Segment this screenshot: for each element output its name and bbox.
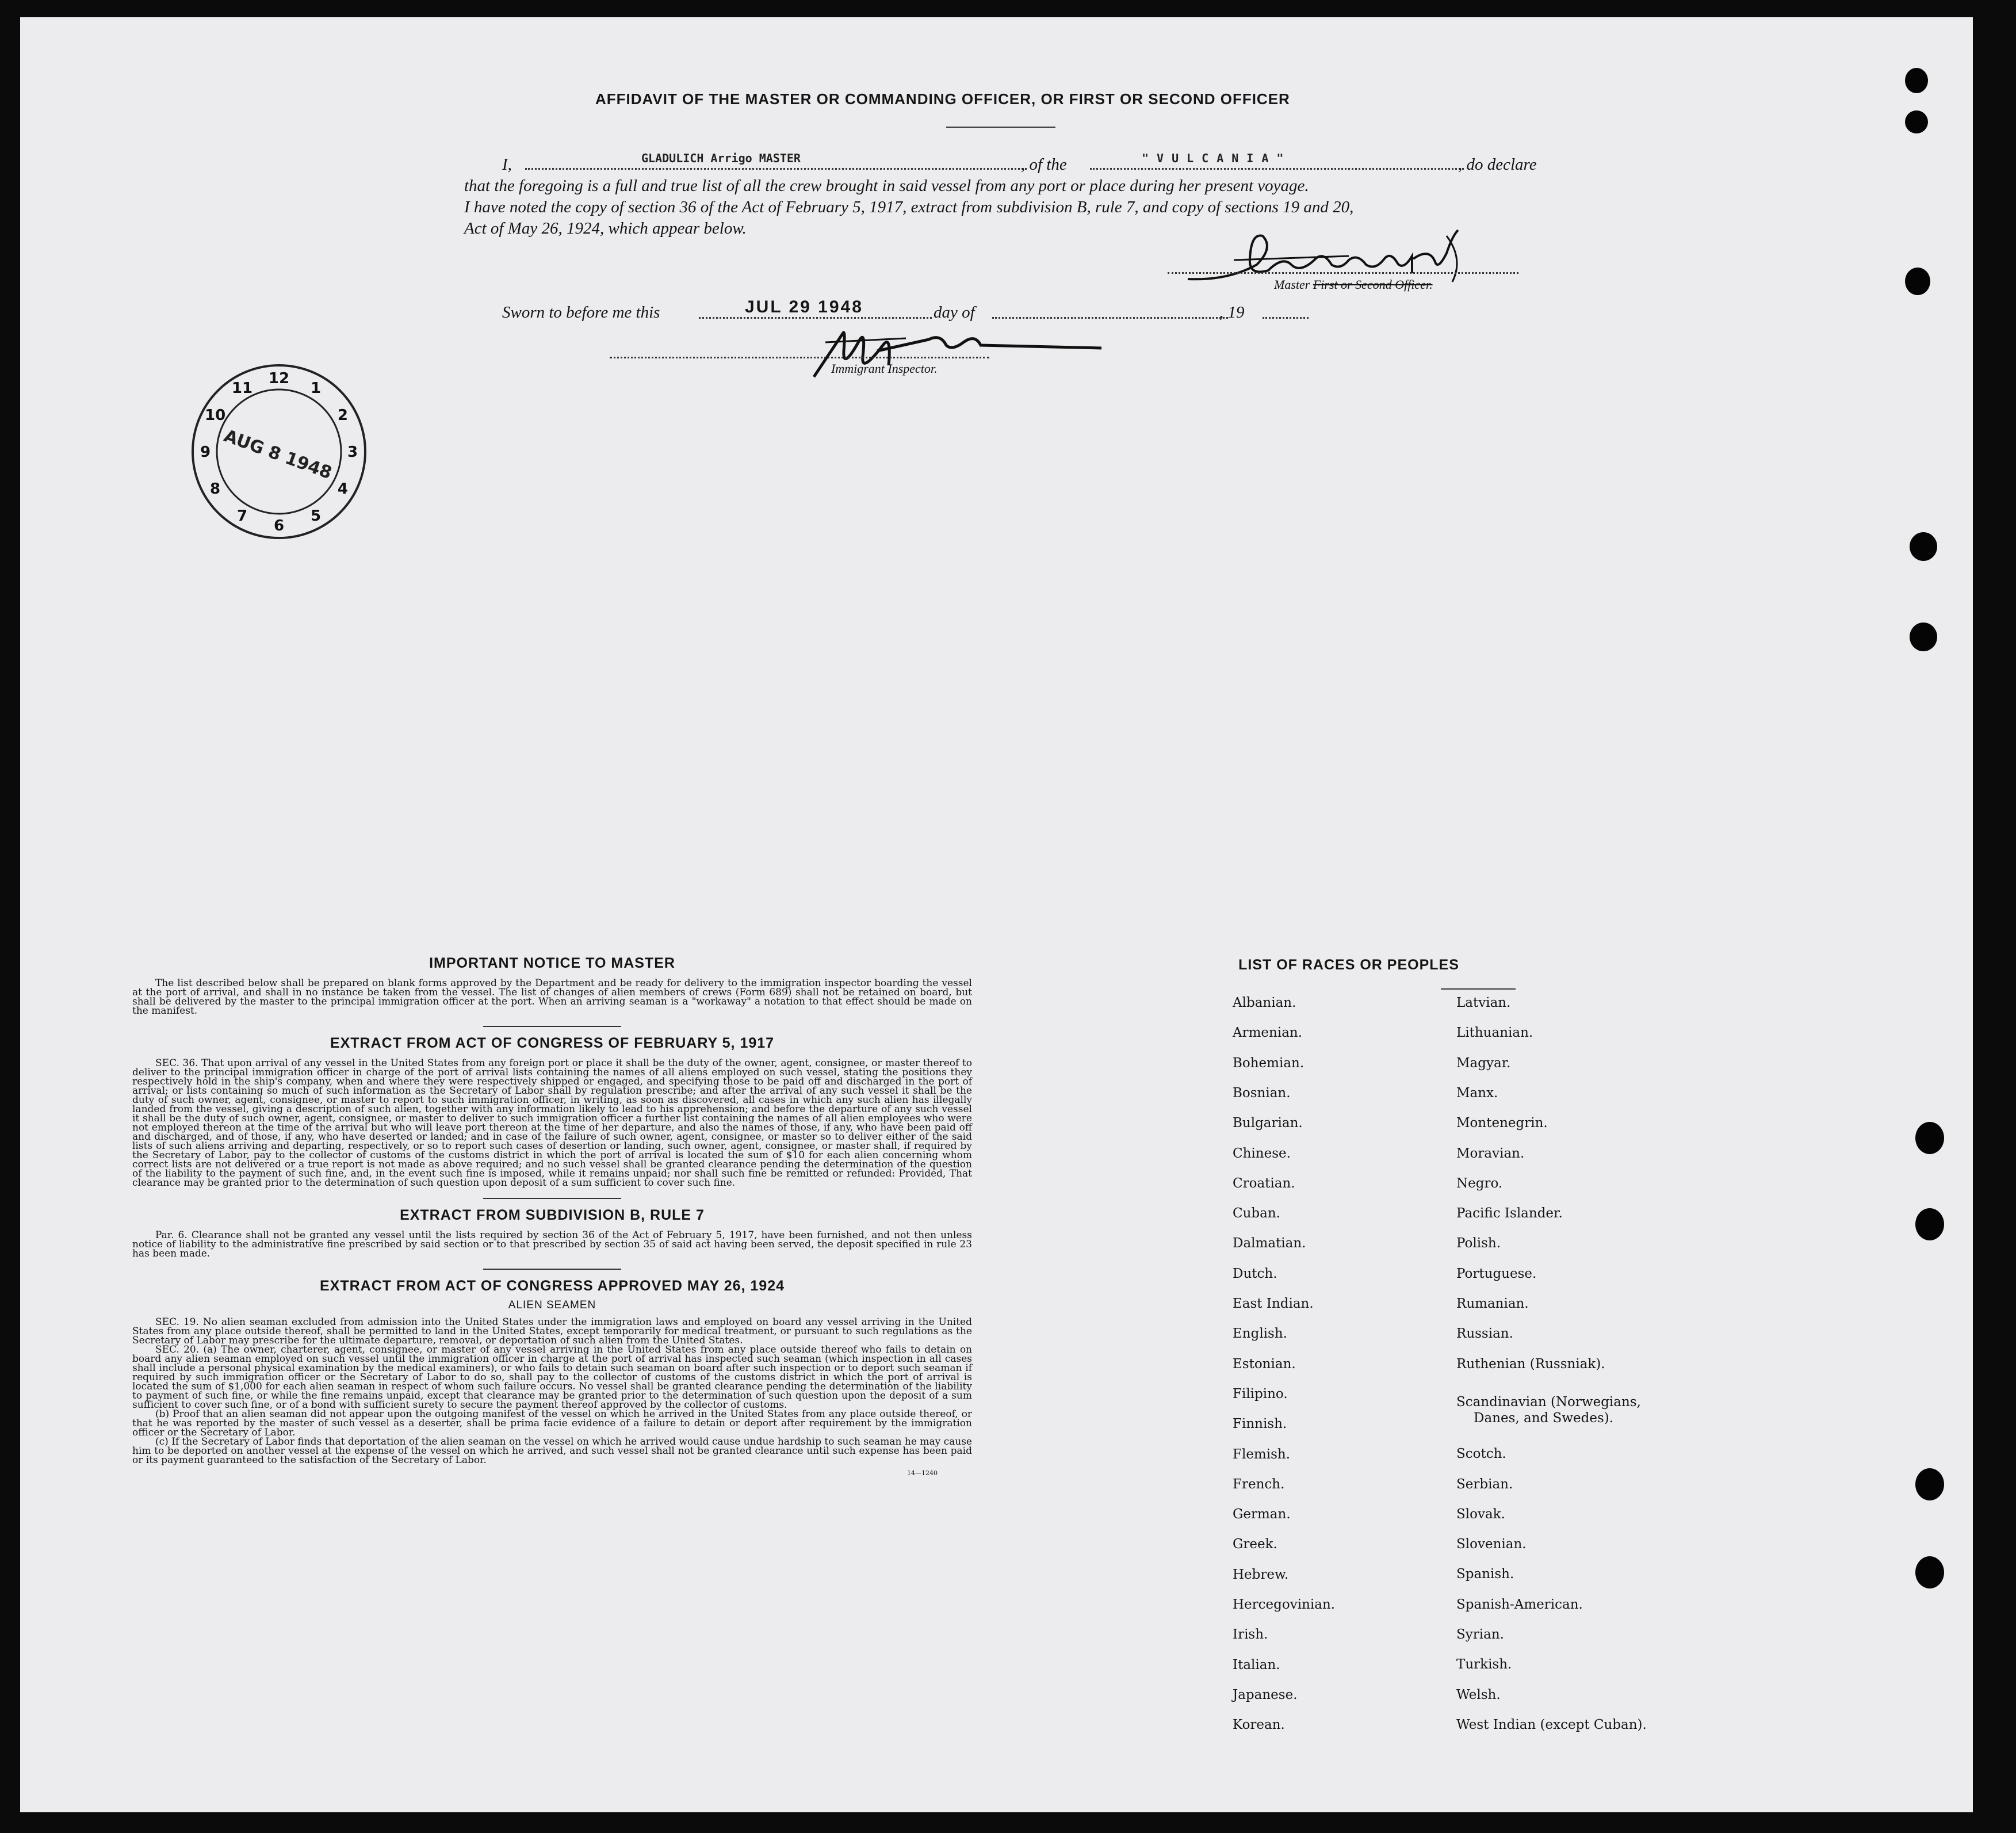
binder-hole bbox=[1910, 623, 1937, 651]
race-item: Manx. bbox=[1456, 1085, 1498, 1101]
stamp-hour: 10 bbox=[205, 407, 226, 424]
sworn-year-line bbox=[1263, 317, 1309, 319]
affidavit-line-2: that the foregoing is a full and true list of all the crew brought in said vessel from any port or place during her present voyage. bbox=[464, 177, 1309, 195]
race-item: Albanian. bbox=[1233, 995, 1296, 1010]
race-item: German. bbox=[1233, 1507, 1291, 1522]
race-item: Irish. bbox=[1233, 1627, 1268, 1643]
affidavit-do-declare: , do declare bbox=[1458, 155, 1537, 174]
race-item: Slovak. bbox=[1456, 1506, 1505, 1522]
sec-19-text: SEC. 19. No alien seaman excluded from admission into the United States under the immigration laws and employed on board any vessel arriving in the United States from any place outside thereof, shall be permitted to land in the United States, except temporarily for medical treatment, or pursuant to such regulations as the Secretary of Labor may prescribe for the ultimate departure, removal, or deportation of such alien from the United States. bbox=[132, 1316, 972, 1346]
race-item: Danes, and Swedes). bbox=[1474, 1410, 1614, 1426]
stamp-date: AUG 8 1948 bbox=[221, 426, 335, 484]
race-item: Welsh. bbox=[1456, 1687, 1501, 1702]
race-item: Flemish. bbox=[1233, 1446, 1291, 1462]
race-item: Estonian. bbox=[1233, 1356, 1296, 1372]
extract-1917-title: EXTRACT FROM ACT OF CONGRESS OF FEBRUARY 5, 1917 bbox=[330, 1035, 775, 1051]
race-item: Finnish. bbox=[1233, 1416, 1287, 1432]
race-item: Bohemian. bbox=[1233, 1055, 1305, 1071]
stamp-hour: 4 bbox=[337, 480, 348, 498]
affidavit-title: AFFIDAVIT OF THE MASTER OR COMMANDING OFFICER, OR FIRST OR SECOND OFFICER bbox=[595, 90, 1290, 108]
binder-hole bbox=[1905, 268, 1930, 295]
inspector-signature-line bbox=[610, 357, 989, 358]
race-item: French. bbox=[1233, 1476, 1285, 1492]
race-item: Spanish-American. bbox=[1456, 1597, 1583, 1612]
affidavit-of-the: , of the bbox=[1021, 155, 1067, 174]
races-title: LIST OF RACES OR PEOPLES bbox=[1238, 957, 1459, 973]
race-item: Bosnian. bbox=[1233, 1085, 1291, 1101]
notice-text: The list described below shall be prepared on blank forms approved by the Department and be ready for delivery to the immigration inspector boarding the vessel at the port of arrival, and shall in no instance be taken from the vessel. The list of changes of alien members of crews (Form 689) shall not be retained on board, but shall be delivered by the master to the principal immigration officer at the port. When an arriving seaman is a "workaway" a notation to that effect should be made on the manifest. bbox=[132, 977, 972, 1017]
race-item: Chinese. bbox=[1233, 1145, 1291, 1161]
alien-seamen-subtitle: ALIEN SEAMEN bbox=[508, 1299, 596, 1311]
stamp-hour: 11 bbox=[231, 380, 253, 398]
sworn-day-of: day of bbox=[934, 303, 975, 322]
extract-1924-title: EXTRACT FROM ACT OF CONGRESS APPROVED MAY 26, 1924 bbox=[319, 1278, 785, 1294]
race-item: Filipino. bbox=[1233, 1386, 1288, 1402]
sworn-year: , 19 bbox=[1219, 303, 1245, 322]
race-item: Cuban. bbox=[1233, 1206, 1280, 1221]
race-item: Hercegovinian. bbox=[1233, 1597, 1336, 1612]
race-item: Pacific Islander. bbox=[1456, 1206, 1563, 1221]
binder-hole bbox=[1910, 532, 1937, 561]
races-title-rule bbox=[1441, 988, 1516, 990]
sworn-date-stamp: JUL 29 1948 bbox=[745, 297, 863, 316]
master-caption bbox=[1274, 277, 1433, 292]
race-item: Serbian. bbox=[1456, 1476, 1513, 1492]
race-item: Korean. bbox=[1233, 1717, 1285, 1733]
inspector-caption: Immigrant Inspector. bbox=[831, 361, 938, 376]
race-item: Dalmatian. bbox=[1233, 1236, 1306, 1251]
officer-name-line bbox=[525, 168, 1027, 170]
race-item: Russian. bbox=[1456, 1326, 1513, 1342]
race-item: Magyar. bbox=[1456, 1055, 1511, 1071]
stamp-hour: 3 bbox=[347, 444, 358, 461]
subdivision-b-title: EXTRACT FROM SUBDIVISION B, RULE 7 bbox=[400, 1207, 705, 1223]
affidavit-i: I, bbox=[502, 155, 512, 174]
sec-20b-text: (b) Proof that an alien seaman did not appear upon the outgoing manifest of the vessel on which he arrived in the United States from any place outside thereof, or that he was reported by the master of such vessel as a deserter, shall be prima facie evidence of a failure to detain or deport after requirement by the immigration officer or the Secretary of Labor. bbox=[132, 1408, 972, 1438]
binder-hole bbox=[1915, 1208, 1944, 1240]
vessel-name: "VULCANIA" bbox=[1142, 151, 1292, 165]
race-item: Scotch. bbox=[1456, 1446, 1506, 1462]
race-item: Montenegrin. bbox=[1456, 1116, 1548, 1131]
race-item: Armenian. bbox=[1233, 1025, 1303, 1041]
race-item: Polish. bbox=[1456, 1236, 1501, 1251]
master-caption-label: Master bbox=[1274, 277, 1310, 292]
stamp-hour: 2 bbox=[337, 407, 348, 424]
arrival-date-stamp bbox=[190, 362, 368, 541]
extract-1917-text: SEC. 36. That upon arrival of any vessel in the United States from any foreign port or place it shall be the duty of the owner, agent, consignee, or master thereof to deliver to the principal immigration officer in charge of the port of arrival lists containing the names of all aliens employed on such vessel, stating the positions they respectively hold in the ship's company, when and where they were respectively shipped or engaged, and specifying those to be paid off and discharged in the port of arrival; or lists containing so much of such information as the Secretary of Labor shall by regulation prescribe; and after the arrival of any such vessel it shall be the duty of such owner, agent, consignee, or master to report to such immigration officer, in writing, as soon as discovered, all cases in which any such alien has illegally landed from the vessel, giving a description of such alien, together with any information likely to lead to his apprehension; and before the departure of any such vessel it shall be the duty of such owner, agent, consignee, or master to deliver to such immigration officer a further list containing the names of all alien employees who were not employed thereon at the time of the arrival but who will leave port thereon at the time of her departure, and also the names of those, if any, who have been paid off and discharged, and of those, if any, who have deserted or landed; and in case of the failure of such owner, agent, consignee, or master so to deliver either of the said lists of such aliens arriving and departing, respectively, or so to report such cases of desertion or landing, such owner, agent, consignee, or master shall, if required by the Secretary of Labor, pay to the collector of customs of the customs district in which the port of arrival is located the sum of $10 for each alien concerning whom correct lists are not delivered or a true report is not made as above required; and no such vessel shall be granted clearance pending the determination of the question of the liability to the payment of such fine, and, in the event such fine is imposed, while it remains unpaid; nor shall such fine be remitted or refunded: Provided, That clearance may be granted prior to the determination of such question upon deposit of a sum sufficient to cover such fine. bbox=[132, 1057, 972, 1189]
master-signature-line bbox=[1168, 272, 1518, 274]
race-item: Greek. bbox=[1233, 1537, 1277, 1552]
officer-caption-struck: First or Second Officer. bbox=[1313, 277, 1433, 292]
stamp-hour: 5 bbox=[310, 507, 322, 525]
sec-20c-text: (c) If the Secretary of Labor finds that deportation of the alien seaman on the vessel on which he arrived would cause undue hardship to such seaman he may cause him to be deported on another vessel at the expense of the vessel on which he arrived, and such vessel shall not be granted clearance until such expense has been paid or its payment guaranteed to the satisfaction of the Secretary of Labor. bbox=[132, 1436, 972, 1466]
notice-title: IMPORTANT NOTICE TO MASTER bbox=[429, 955, 675, 971]
race-item: Slovenian. bbox=[1456, 1537, 1527, 1552]
binder-hole bbox=[1915, 1122, 1944, 1154]
document-page bbox=[20, 17, 1973, 1812]
race-item: Bulgarian. bbox=[1233, 1116, 1303, 1131]
binder-hole bbox=[1915, 1468, 1944, 1500]
race-item: Hebrew. bbox=[1233, 1567, 1289, 1582]
officer-name: GLADULICH Arrigo MASTER bbox=[641, 151, 801, 165]
vessel-name-line bbox=[1090, 168, 1464, 170]
sworn-prefix: Sworn to before me this bbox=[502, 303, 660, 322]
subdivision-b-text: Par. 6. Clearance shall not be granted any vessel until the lists required by section 36 of the Act of February 5, 1917, have been furnished, and not then unless notice of liability to the administrative fine prescribed by said section or to that prescribed by section 35 of said act having been served, the deposit specified in rule 23 has been made. bbox=[132, 1229, 972, 1259]
race-item: Syrian. bbox=[1456, 1627, 1504, 1642]
stamp-hour: 8 bbox=[210, 480, 221, 498]
stamp-hour: 12 bbox=[268, 370, 290, 387]
race-item: Portuguese. bbox=[1456, 1266, 1537, 1281]
race-item: Latvian. bbox=[1456, 995, 1511, 1010]
affidavit-line-4: Act of May 26, 1924, which appear below. bbox=[464, 219, 747, 238]
form-number: 14—1240 bbox=[907, 1469, 938, 1477]
race-item: Rumanian. bbox=[1456, 1296, 1529, 1311]
race-item: English. bbox=[1233, 1326, 1287, 1342]
race-item: Croatian. bbox=[1233, 1175, 1295, 1191]
race-item: Scandinavian (Norwegians, bbox=[1456, 1394, 1641, 1410]
binder-hole bbox=[1905, 110, 1928, 133]
race-item: Ruthenian (Russniak). bbox=[1456, 1356, 1605, 1372]
binder-hole bbox=[1905, 68, 1928, 93]
race-item: Moravian. bbox=[1456, 1145, 1525, 1161]
stamp-hour: 1 bbox=[310, 380, 322, 398]
rule-2 bbox=[483, 1198, 621, 1199]
sec-20a-text: SEC. 20. (a) The owner, charterer, agent, consignee, or master of any vessel arriving in the United States from any place outside thereof who fails to detain on board any alien seaman employed on such vessel until the immigration officer in charge at the port of arrival has inspected such seaman (which inspection in all cases shall include a personal physical examination by the medical examiners), or who fails to detain such seaman on board after such inspection or to deport such seaman if required by such immigration officer or the Secretary of Labor to do so, shall pay to the collector of customs of the customs district in which the port of arrival is located the sum of $1,000 for each alien seaman in respect of whom such failure occurs. No vessel shall be granted clearance pending the determination of the liability to payment of such fine, or while the fine remains unpaid, except that clearance may be granted prior to the determination of such question upon the deposit of a sum sufficient to cover such fine, or of a bond with sufficient surety to secure the payment thereof approved by the collector of customs. bbox=[132, 1344, 972, 1411]
race-item: Negro. bbox=[1456, 1175, 1503, 1191]
race-item: Japanese. bbox=[1233, 1687, 1298, 1702]
binder-hole bbox=[1915, 1556, 1944, 1588]
affidavit-line-3: I have noted the copy of section 36 of the Act of February 5, 1917, extract from subdivision B, rule 7, and copy of sections 19 and 20, bbox=[464, 198, 1354, 216]
rule-3 bbox=[483, 1269, 621, 1270]
rule-1 bbox=[483, 1026, 621, 1027]
stamp-hour: 7 bbox=[236, 507, 248, 525]
race-item: Spanish. bbox=[1456, 1567, 1514, 1582]
race-item: East Indian. bbox=[1233, 1296, 1314, 1311]
race-item: Italian. bbox=[1233, 1657, 1280, 1672]
race-item: Dutch. bbox=[1233, 1266, 1277, 1281]
title-rule bbox=[946, 127, 1055, 128]
race-item: West Indian (except Cuban). bbox=[1456, 1717, 1647, 1732]
notice-section bbox=[132, 955, 972, 1477]
stamp-hour: 6 bbox=[273, 517, 285, 534]
stamp-hour: 9 bbox=[200, 444, 211, 461]
race-item: Turkish. bbox=[1456, 1657, 1512, 1672]
race-item: Lithuanian. bbox=[1456, 1025, 1533, 1041]
